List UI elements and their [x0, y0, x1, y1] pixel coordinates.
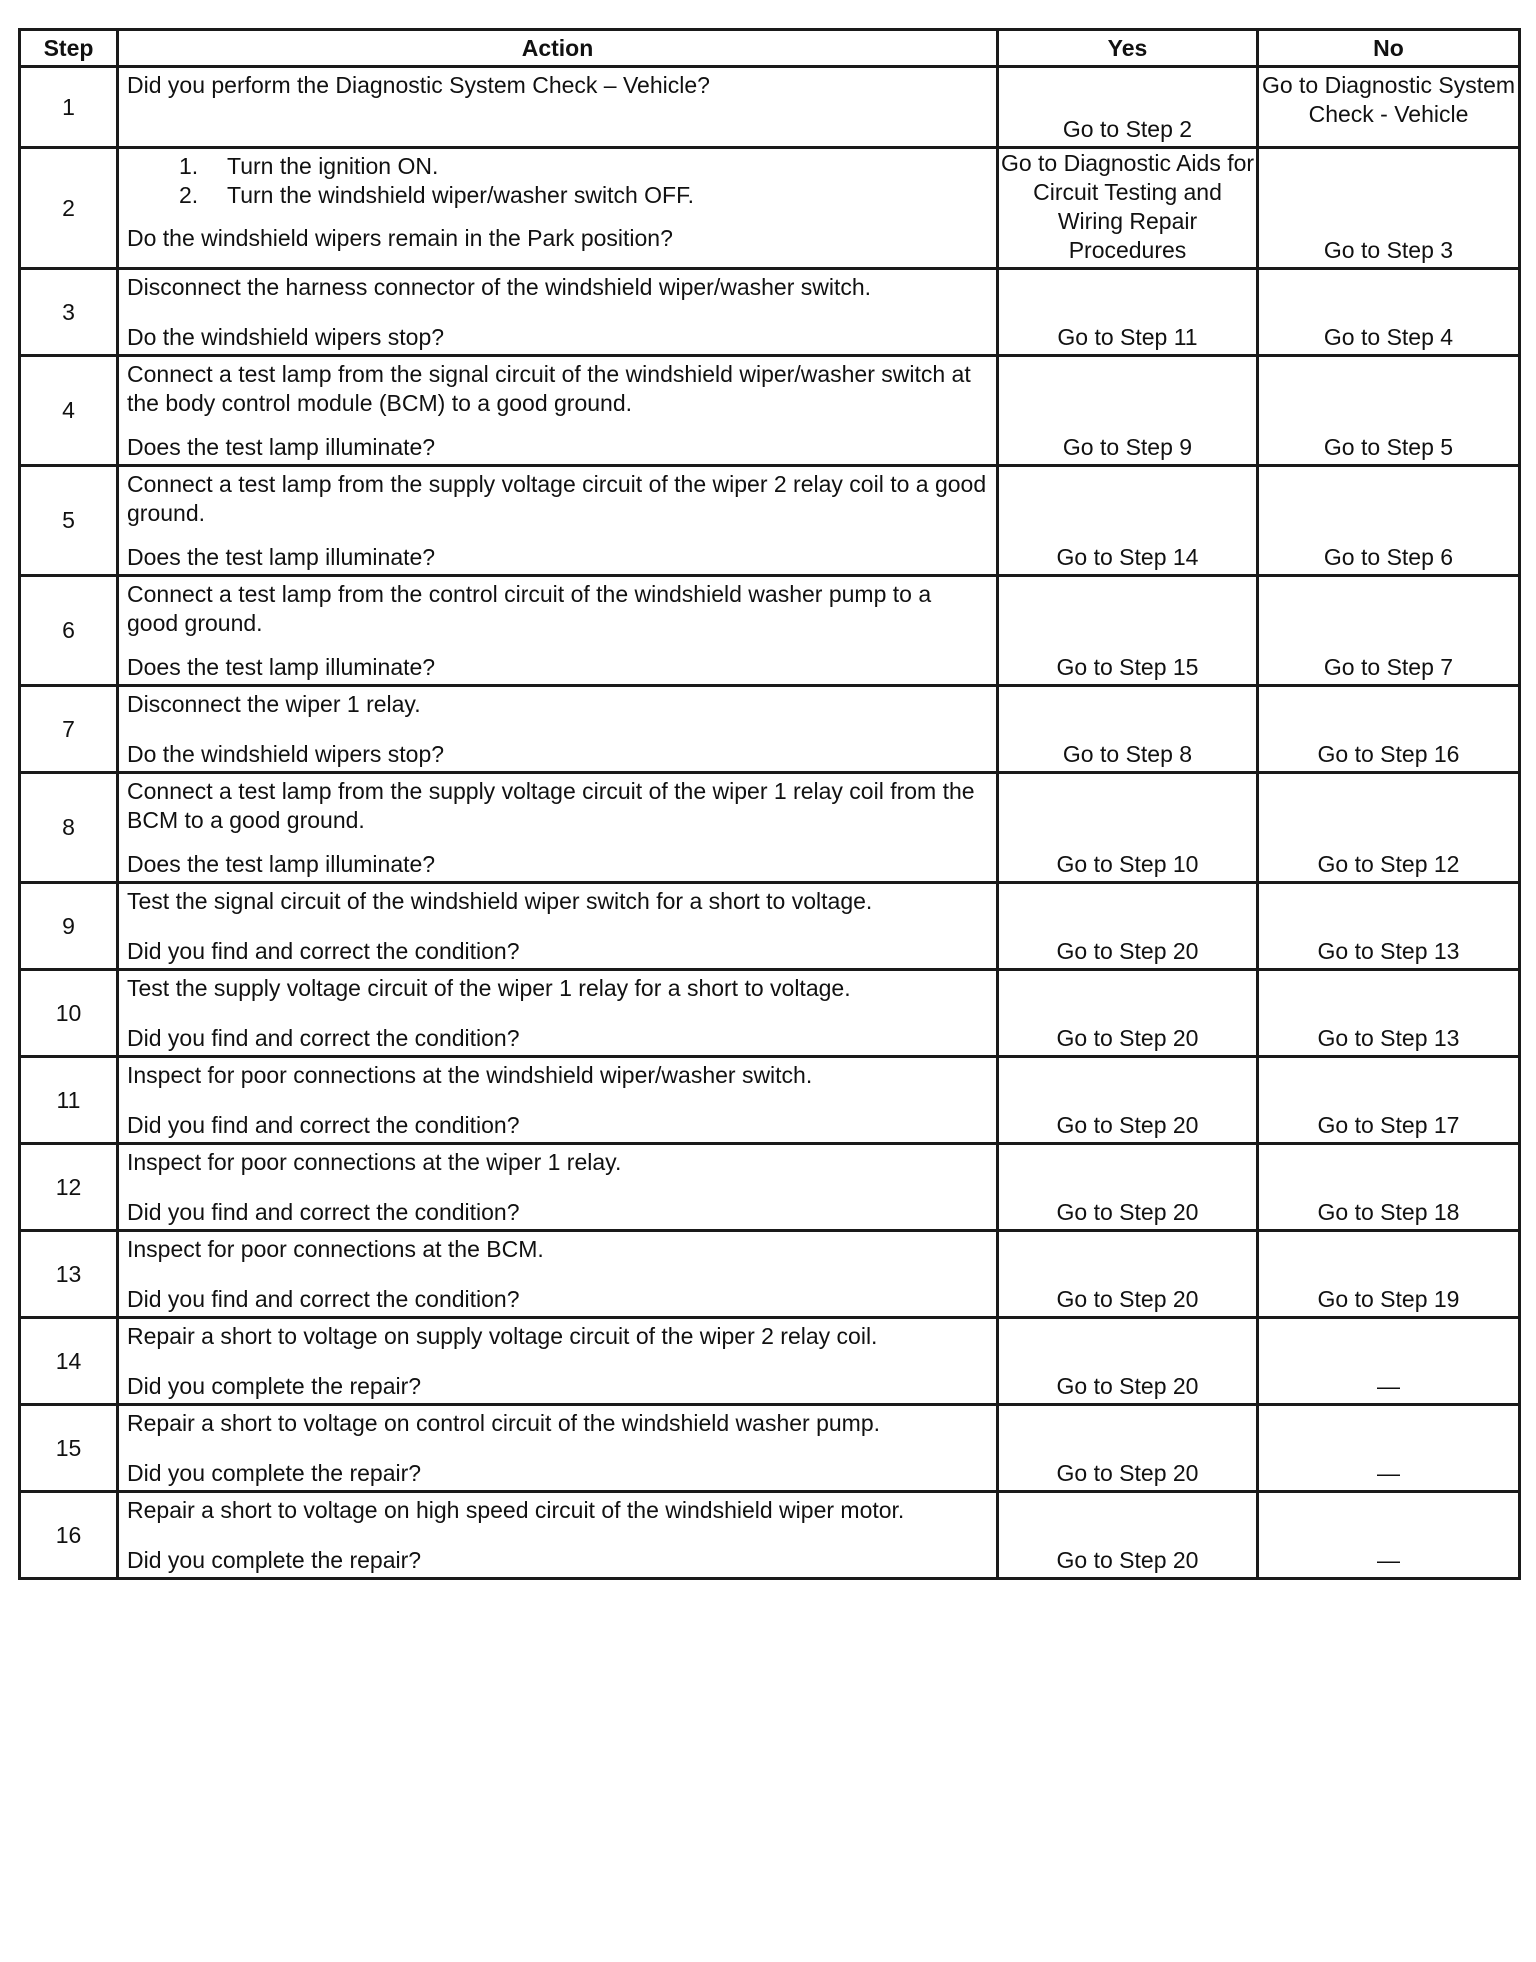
- action-cell: [118, 686, 998, 773]
- no-result-dash: —: [1258, 1405, 1520, 1492]
- yes-result: Go to Step 15: [998, 576, 1258, 686]
- action-text: Connect a test lamp from the supply voltage circuit of the wiper 2 relay coil to a good ground.: [127, 471, 987, 526]
- action-text: Connect a test lamp from the supply voltage circuit of the wiper 1 relay coil from the BCM to a good ground.: [127, 778, 975, 833]
- question-text: Do the windshield wipers stop?: [127, 741, 445, 767]
- table-row: [20, 1405, 1520, 1492]
- no-result: Go to Step 18: [1258, 1144, 1520, 1231]
- no-result: Go to Step 13: [1258, 970, 1520, 1057]
- step-number: 2: [20, 148, 118, 269]
- table-row: [20, 1492, 1520, 1579]
- yes-result: Go to Step 11: [998, 269, 1258, 356]
- action-text: Inspect for poor connections at the BCM.: [127, 1236, 544, 1262]
- action-cell: [118, 67, 998, 148]
- step-number: 11: [20, 1057, 118, 1144]
- step-number: 6: [20, 576, 118, 686]
- action-text: Connect a test lamp from the control circuit of the windshield washer pump to a good ground.: [127, 581, 932, 636]
- table-row: [20, 269, 1520, 356]
- action-cell: [118, 1144, 998, 1231]
- no-result: Go to Step 7: [1258, 576, 1520, 686]
- action-cell: [118, 1231, 998, 1318]
- action-cell: [118, 883, 998, 970]
- yes-result: Go to Step 20: [998, 1492, 1258, 1579]
- action-text: Disconnect the wiper 1 relay.: [127, 691, 421, 717]
- no-result: Go to Step 12: [1258, 773, 1520, 883]
- step-number: 3: [20, 269, 118, 356]
- question-text: Did you find and correct the condition?: [127, 1112, 520, 1138]
- action-cell: [118, 773, 998, 883]
- sub-step: Turn the windshield wiper/washer switch OFF.: [227, 182, 694, 208]
- step-number: 13: [20, 1231, 118, 1318]
- action-cell: [118, 970, 998, 1057]
- action-cell: [118, 1318, 998, 1405]
- yes-result: Go to Step 20: [998, 1231, 1258, 1318]
- step-number: 15: [20, 1405, 118, 1492]
- no-result: Go to Step 17: [1258, 1057, 1520, 1144]
- action-text: Repair a short to voltage on supply voltage circuit of the wiper 2 relay coil.: [127, 1323, 878, 1349]
- action-text: Repair a short to voltage on high speed circuit of the windshield wiper motor.: [127, 1497, 905, 1523]
- action-text: Disconnect the harness connector of the windshield wiper/washer switch.: [127, 274, 872, 300]
- action-cell: [118, 1492, 998, 1579]
- question-text: Do the windshield wipers stop?: [127, 324, 445, 350]
- sub-step-list: [127, 152, 988, 210]
- action-cell: [118, 148, 998, 269]
- action-text: Connect a test lamp from the signal circuit of the windshield wiper/washer switch at the body control module (BCM) to a good ground.: [127, 361, 971, 416]
- no-result: Go to Step 4: [1258, 269, 1520, 356]
- table-row: [20, 686, 1520, 773]
- table-row: [20, 1231, 1520, 1318]
- table-row: [20, 970, 1520, 1057]
- action-text: Did you perform the Diagnostic System Check – Vehicle?: [127, 72, 710, 98]
- step-number: 9: [20, 883, 118, 970]
- no-result: Go to Step 5: [1258, 356, 1520, 466]
- yes-result: Go to Step 20: [998, 883, 1258, 970]
- question-text: Does the test lamp illuminate?: [127, 851, 436, 877]
- action-cell: [118, 356, 998, 466]
- table-row: [20, 883, 1520, 970]
- yes-result: Go to Step 20: [998, 1057, 1258, 1144]
- action-cell: [118, 466, 998, 576]
- question-text: Does the test lamp illuminate?: [127, 544, 436, 570]
- question-text: Did you complete the repair?: [127, 1373, 422, 1399]
- step-number: 1: [20, 67, 118, 148]
- question-text: Does the test lamp illuminate?: [127, 434, 436, 460]
- yes-result: Go to Step 9: [998, 356, 1258, 466]
- table-row: [20, 356, 1520, 466]
- yes-result: Go to Step 8: [998, 686, 1258, 773]
- no-result: Go to Step 13: [1258, 883, 1520, 970]
- table-row: [20, 773, 1520, 883]
- question-text: Does the test lamp illuminate?: [127, 654, 436, 680]
- step-number: 12: [20, 1144, 118, 1231]
- yes-result: Go to Diagnostic Aids for Circuit Testing and Wiring Repair Procedures: [998, 148, 1258, 269]
- header-yes: Yes: [998, 30, 1258, 67]
- yes-result: Go to Step 20: [998, 1405, 1258, 1492]
- table-row: [20, 1318, 1520, 1405]
- no-result-dash: —: [1258, 1318, 1520, 1405]
- no-result: Go to Step 19: [1258, 1231, 1520, 1318]
- table-row: [20, 148, 1520, 269]
- yes-result: Go to Step 20: [998, 970, 1258, 1057]
- table-header-row: [20, 30, 1520, 67]
- action-text: Test the supply voltage circuit of the wiper 1 relay for a short to voltage.: [127, 975, 851, 1001]
- no-result: Go to Step 3: [1258, 148, 1520, 269]
- no-result: Go to Diagnostic System Check - Vehicle: [1258, 67, 1520, 148]
- action-text: Test the signal circuit of the windshield wiper switch for a short to voltage.: [127, 888, 873, 914]
- sub-step: Turn the ignition ON.: [227, 153, 439, 179]
- table-row: [20, 67, 1520, 148]
- yes-result: Go to Step 20: [998, 1144, 1258, 1231]
- yes-result: Go to Step 10: [998, 773, 1258, 883]
- question-text: Did you find and correct the condition?: [127, 938, 520, 964]
- step-number: 7: [20, 686, 118, 773]
- question-text: Did you find and correct the condition?: [127, 1286, 520, 1312]
- action-cell: [118, 1405, 998, 1492]
- yes-result: Go to Step 20: [998, 1318, 1258, 1405]
- action-cell: [118, 576, 998, 686]
- header-action: Action: [118, 30, 998, 67]
- diagnostic-table: [18, 28, 1521, 1580]
- no-result: Go to Step 16: [1258, 686, 1520, 773]
- yes-result: Go to Step 14: [998, 466, 1258, 576]
- step-number: 5: [20, 466, 118, 576]
- table-row: [20, 466, 1520, 576]
- no-result: Go to Step 6: [1258, 466, 1520, 576]
- table-row: [20, 1144, 1520, 1231]
- action-text: Repair a short to voltage on control circuit of the windshield washer pump.: [127, 1410, 881, 1436]
- step-number: 4: [20, 356, 118, 466]
- action-cell: [118, 1057, 998, 1144]
- question-text: Did you find and correct the condition?: [127, 1025, 520, 1051]
- step-number: 14: [20, 1318, 118, 1405]
- table-row: [20, 1057, 1520, 1144]
- question-text: Did you find and correct the condition?: [127, 1199, 520, 1225]
- no-result-dash: —: [1258, 1492, 1520, 1579]
- question-text: Did you complete the repair?: [127, 1460, 422, 1486]
- action-cell: [118, 269, 998, 356]
- table-row: [20, 576, 1520, 686]
- action-text: Inspect for poor connections at the wiper 1 relay.: [127, 1149, 622, 1175]
- action-text: Inspect for poor connections at the windshield wiper/washer switch.: [127, 1062, 813, 1088]
- header-step: Step: [20, 30, 118, 67]
- yes-result: Go to Step 2: [998, 67, 1258, 148]
- question-text: Do the windshield wipers remain in the Park position?: [127, 225, 673, 251]
- step-number: 16: [20, 1492, 118, 1579]
- step-number: 8: [20, 773, 118, 883]
- header-no: No: [1258, 30, 1520, 67]
- question-text: Did you complete the repair?: [127, 1547, 422, 1573]
- step-number: 10: [20, 970, 118, 1057]
